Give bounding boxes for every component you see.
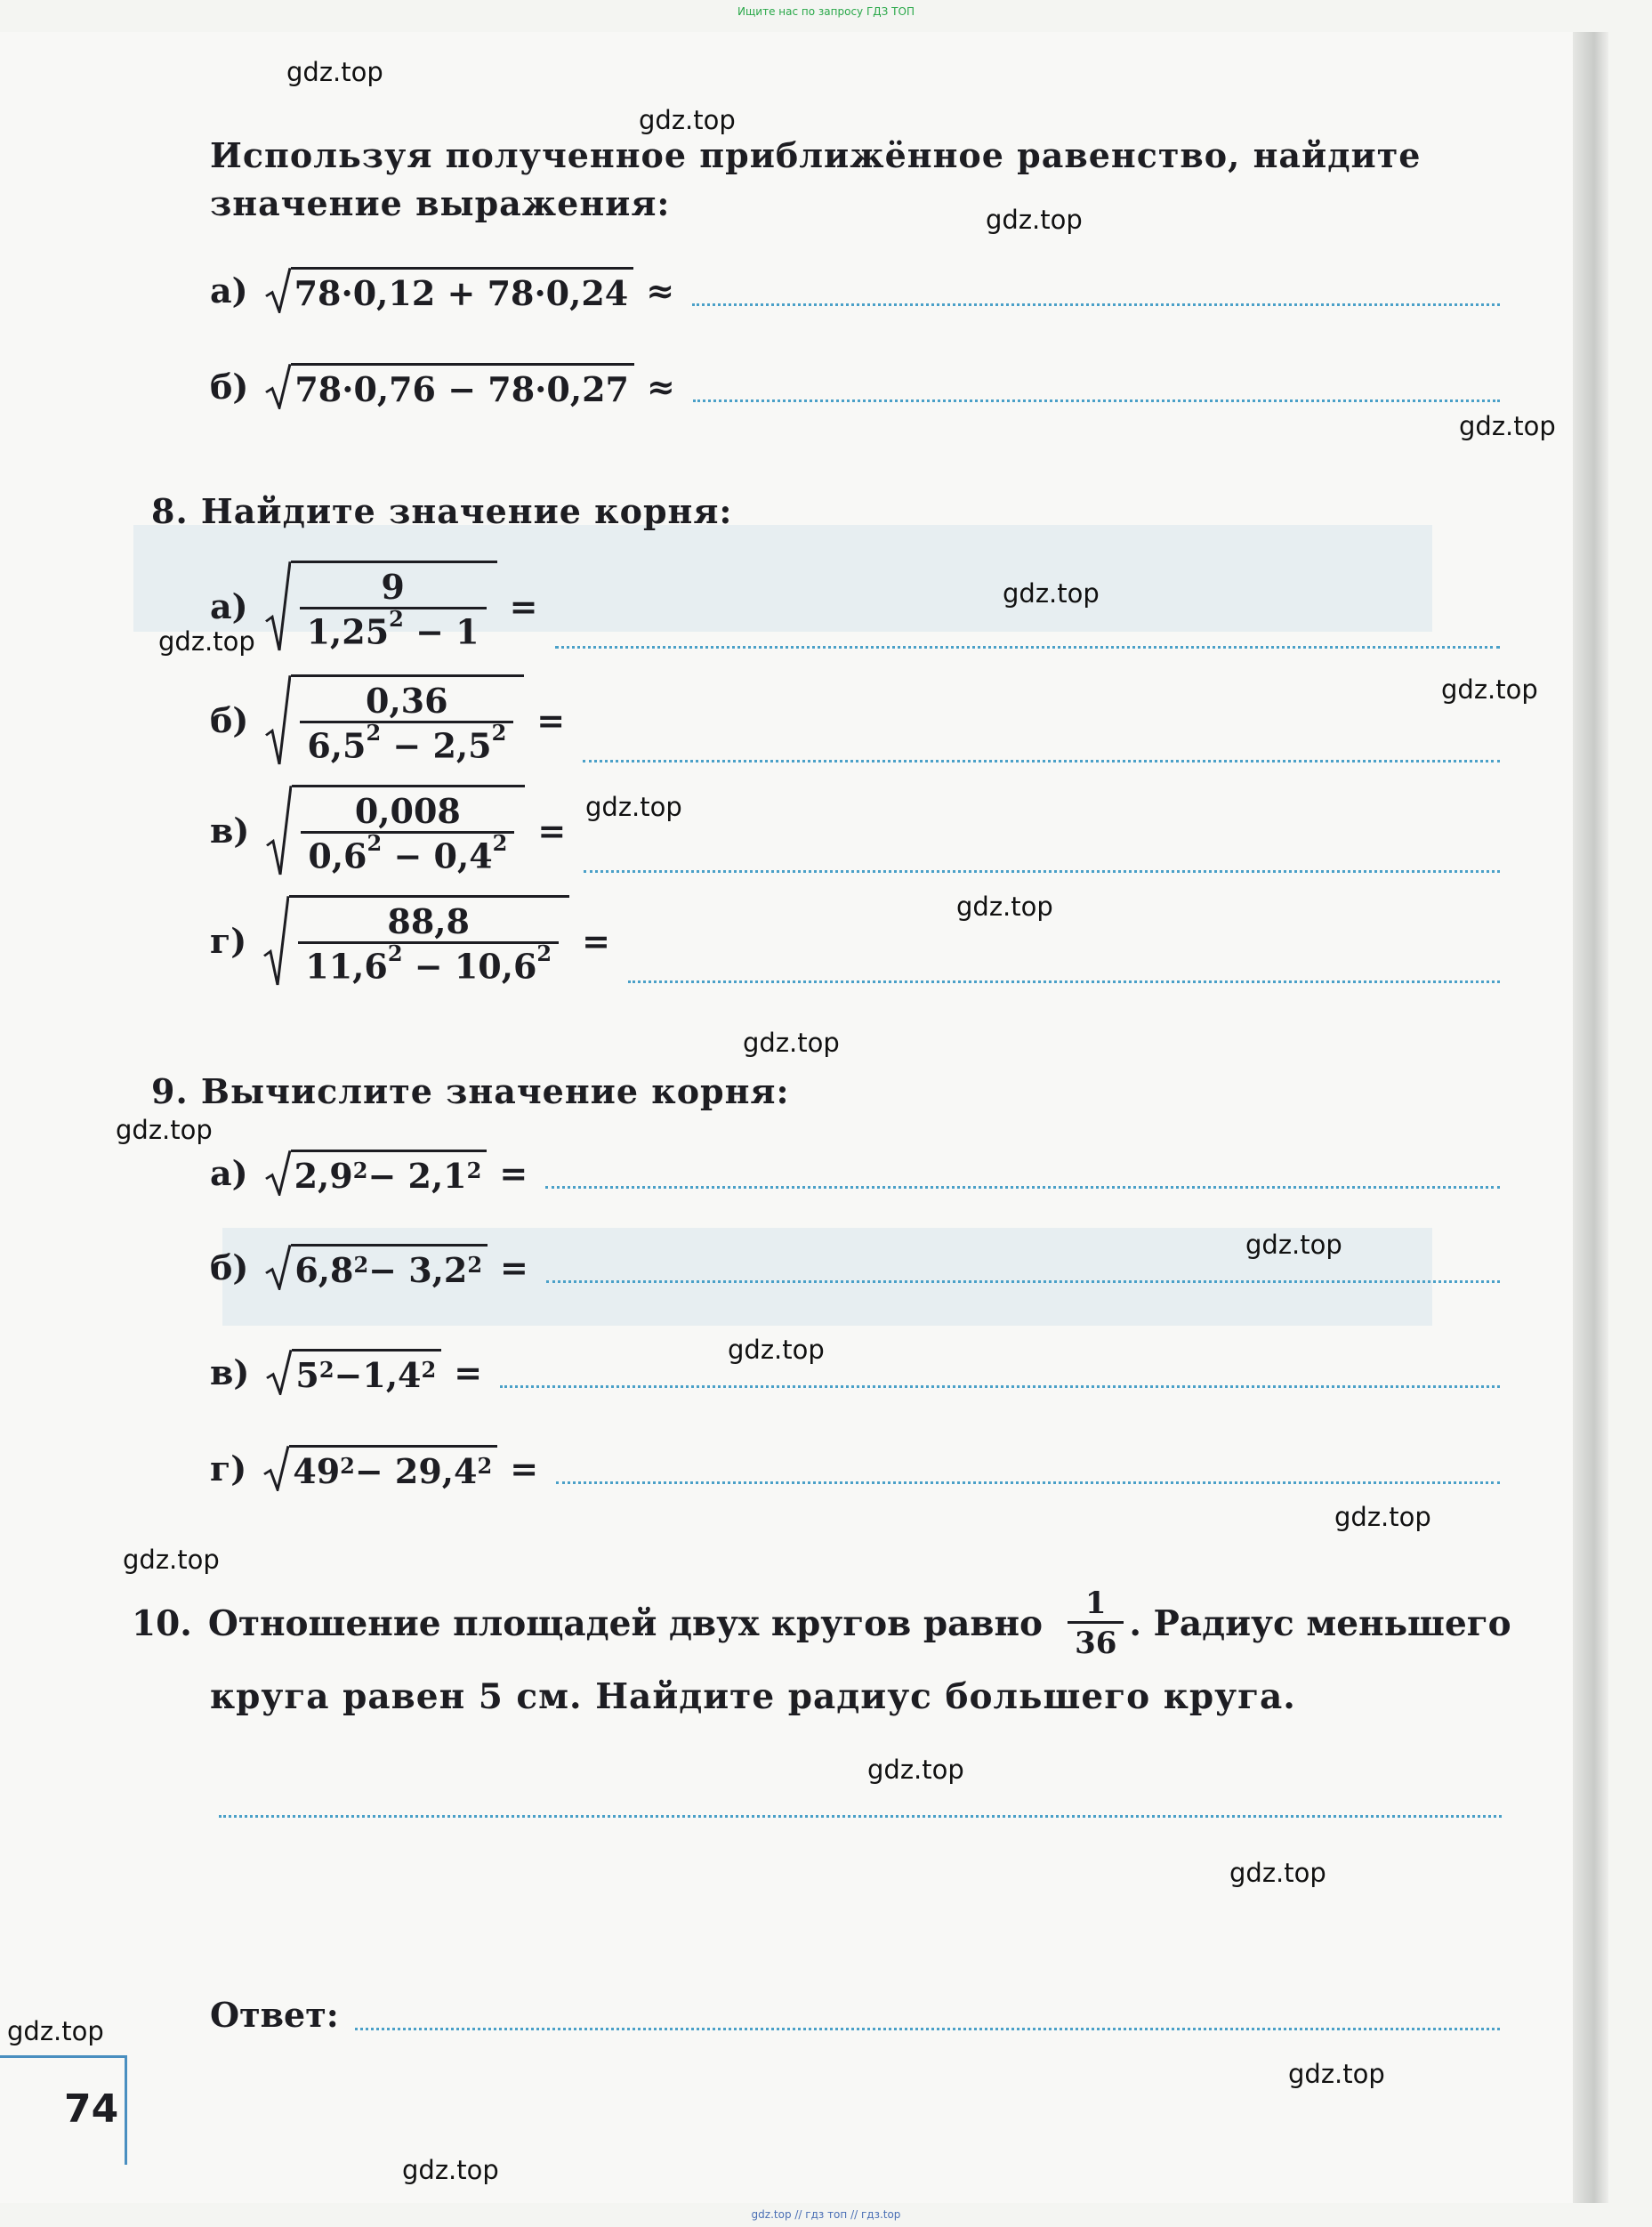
sqrt-radicand: 78·0,76 − 78·0,27 xyxy=(291,363,634,409)
answer-line[interactable] xyxy=(556,1453,1500,1484)
fraction xyxy=(298,901,559,987)
watermark: gdz.top xyxy=(867,1755,964,1785)
sqrt-radicand xyxy=(291,561,497,652)
task9-item-b xyxy=(210,1244,1500,1290)
watermark: gdz.top xyxy=(116,1115,213,1145)
fraction-denominator: $0,6^2 - 0,4^2$ xyxy=(301,831,514,876)
sqrt-sign-icon xyxy=(264,561,291,652)
item-label: в) xyxy=(210,810,250,851)
item-label: б) xyxy=(210,366,249,407)
equals-sign: = xyxy=(510,1448,539,1489)
item-label: а) xyxy=(210,270,248,311)
equals-sign: = xyxy=(499,1152,528,1193)
footer-note: gdz.top // гдз топ // гдз.top xyxy=(751,2208,901,2221)
watermark: gdz.top xyxy=(1003,578,1100,609)
watermark: gdz.top xyxy=(1441,674,1538,705)
task-title: Найдите значение корня: xyxy=(200,491,733,531)
sqrt-expression xyxy=(264,363,634,409)
task10-text-cont: . Радиус меньшего xyxy=(1129,1602,1511,1644)
fraction-numerator: 1 xyxy=(1084,1586,1107,1621)
sqrt-expression xyxy=(264,674,524,766)
fraction-numerator: 0,36 xyxy=(366,681,448,721)
sqrt-radicand xyxy=(291,674,524,766)
answer-line[interactable] xyxy=(693,371,1500,402)
sqrt-sign-icon xyxy=(262,1445,289,1491)
task8-heading xyxy=(151,491,732,531)
fraction xyxy=(300,567,487,652)
equals-sign: = xyxy=(500,1247,528,1287)
task8-item-a xyxy=(210,561,1500,652)
sqrt-sign-icon xyxy=(265,1349,292,1395)
item-label: а) xyxy=(210,1152,248,1193)
equals-sign: = xyxy=(537,810,567,851)
task9-item-a xyxy=(210,1150,1500,1196)
watermark: gdz.top xyxy=(1229,1858,1326,1888)
watermark: gdz.top xyxy=(1459,411,1556,441)
watermark: gdz.top xyxy=(1245,1230,1342,1260)
sqrt-radicand xyxy=(289,895,569,987)
sqrt-sign-icon xyxy=(264,1150,291,1196)
equals-sign: = xyxy=(582,920,610,961)
sqrt-sign-icon xyxy=(265,785,292,876)
task-number: 8. xyxy=(151,491,189,531)
task7-item-b xyxy=(210,363,1500,409)
equals-sign: = xyxy=(509,585,538,626)
header-note: Ищите нас по запросу ГДЗ ТОП xyxy=(737,5,915,18)
sqrt-sign-icon xyxy=(264,267,291,313)
fraction xyxy=(301,791,514,876)
task7-intro: Используя полученное приближённое равенство, найдите значение выражения: xyxy=(210,135,1422,223)
sqrt-expression xyxy=(265,1349,441,1395)
item-label: а) xyxy=(210,585,248,626)
sqrt-expression xyxy=(264,561,497,652)
page-number: 74 xyxy=(64,2086,119,2132)
answer-line[interactable] xyxy=(584,842,1500,873)
fraction-numerator: 9 xyxy=(381,567,405,607)
watermark: gdz.top xyxy=(585,792,682,822)
sqrt-sign-icon xyxy=(264,1244,291,1290)
task9-heading xyxy=(151,1071,790,1111)
task10-line2: круга равен 5 см. Найдите радиус большего круга. xyxy=(210,1676,1296,1717)
watermark: gdz.top xyxy=(743,1028,840,1058)
fraction-numerator: 0,008 xyxy=(354,791,461,831)
answer-line[interactable] xyxy=(555,617,1500,649)
answer-line[interactable] xyxy=(355,1999,1500,2030)
answer-line[interactable] xyxy=(545,1158,1500,1189)
sqrt-expression xyxy=(262,1445,497,1491)
sqrt-sign-icon xyxy=(262,895,289,987)
task7-item-a xyxy=(210,267,1500,313)
task-number: 9. xyxy=(151,1071,189,1111)
sqrt-sign-icon xyxy=(264,674,291,766)
answer-label: Ответ: xyxy=(210,1995,339,2035)
item-label: б) xyxy=(210,1247,249,1287)
answer-line[interactable] xyxy=(546,1252,1500,1283)
sqrt-radicand: 5 $^2$ −1,4 $^2$ xyxy=(292,1349,441,1395)
task10-text: Отношение площадей двух кругов равно xyxy=(207,1602,1044,1644)
task-title: Вычислите значение корня: xyxy=(200,1071,790,1111)
answer-line[interactable] xyxy=(583,731,1500,763)
task8-item-g xyxy=(210,895,1500,987)
sqrt-expression xyxy=(262,895,569,987)
item-label: б) xyxy=(210,699,249,740)
item-label: в) xyxy=(210,1352,250,1392)
sqrt-radicand: 6,8 $^2$ − 3,2 $^2$ xyxy=(291,1244,488,1290)
watermark: gdz.top xyxy=(639,105,736,135)
sqrt-radicand: 2,9 $^2$ − 2,1 $^2$ xyxy=(291,1150,488,1196)
task8-item-v xyxy=(210,785,1500,876)
watermark: gdz.top xyxy=(1334,1502,1431,1532)
equals-sign: = xyxy=(454,1352,483,1392)
item-label: г) xyxy=(210,920,247,961)
answer-row xyxy=(210,1995,1500,2035)
watermark: gdz.top xyxy=(7,2016,104,2046)
sqrt-radicand: 78·0,12 + 78·0,24 xyxy=(291,267,634,313)
watermark: gdz.top xyxy=(158,626,255,657)
fraction-numerator: 88,8 xyxy=(387,901,470,941)
fraction-denominator: 36 xyxy=(1068,1621,1124,1661)
sqrt-sign-icon xyxy=(264,363,291,409)
workbook-page xyxy=(0,32,1592,2203)
fraction-denominator: $6,5^2 - 2,5^2$ xyxy=(300,721,513,766)
watermark: gdz.top xyxy=(402,2155,499,2185)
item-label: г) xyxy=(210,1448,247,1489)
sqrt-expression xyxy=(264,267,634,313)
answer-line[interactable] xyxy=(692,275,1500,306)
sqrt-radicand: 49 $^2$ − 29,4 $^2$ xyxy=(289,1445,497,1491)
task10-line1 xyxy=(132,1586,1511,1661)
approx-sign: ≈ xyxy=(646,366,675,407)
sqrt-expression xyxy=(264,1150,488,1196)
fraction-denominator: $11,6^2 - 10,6^2$ xyxy=(298,941,559,987)
answer-line[interactable] xyxy=(500,1357,1500,1388)
watermark: gdz.top xyxy=(728,1335,825,1365)
answer-line[interactable] xyxy=(628,952,1500,983)
watermark: gdz.top xyxy=(1288,2059,1385,2089)
watermark: gdz.top xyxy=(986,205,1083,235)
task-number: 10. xyxy=(132,1602,192,1644)
fraction xyxy=(300,681,513,766)
watermark: gdz.top xyxy=(956,892,1053,922)
task9-item-v xyxy=(210,1349,1500,1395)
equals-sign: = xyxy=(536,699,566,740)
sqrt-expression xyxy=(264,1244,488,1290)
approx-sign: ≈ xyxy=(646,270,675,311)
fraction-denominator: $1,25^2 - 1$ xyxy=(300,607,487,652)
fraction xyxy=(1068,1586,1124,1661)
task8-item-b xyxy=(210,674,1500,766)
page-binding xyxy=(1573,32,1608,2203)
watermark: gdz.top xyxy=(123,1545,220,1575)
watermark: gdz.top xyxy=(286,57,383,87)
answer-line[interactable] xyxy=(219,1813,1502,1818)
sqrt-radicand xyxy=(292,785,525,876)
sqrt-expression xyxy=(265,785,525,876)
task9-item-g xyxy=(210,1445,1500,1491)
